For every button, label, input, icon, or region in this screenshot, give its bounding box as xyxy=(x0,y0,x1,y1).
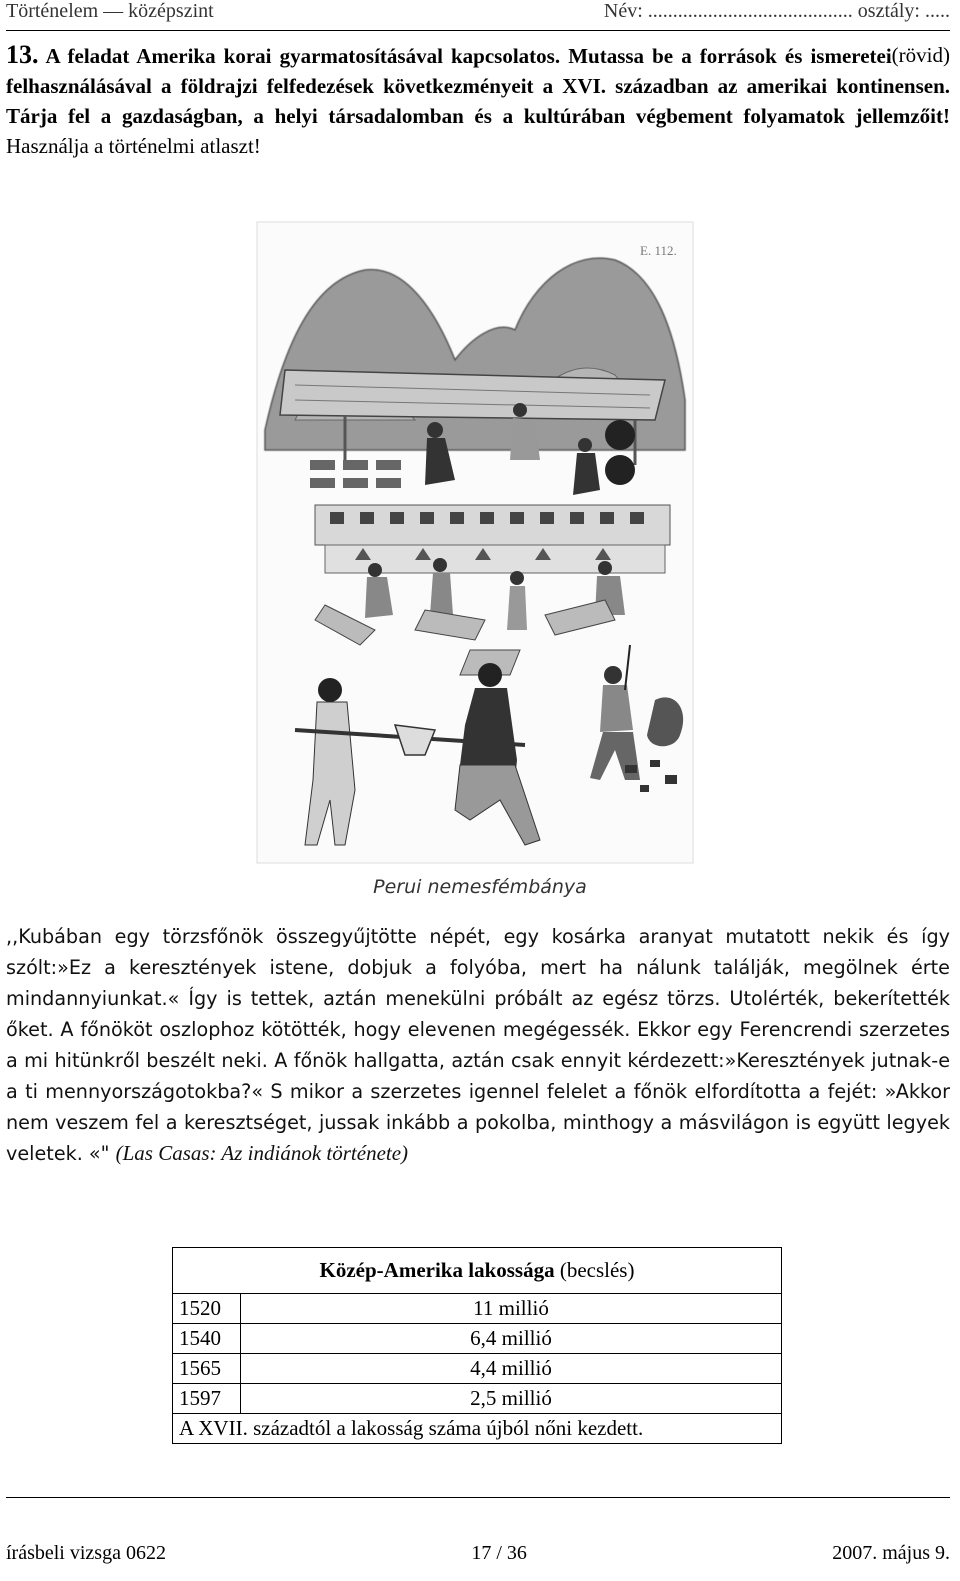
name-class-field: Név: ......................................... osztály: ..... xyxy=(603,0,950,22)
population-cell: 2,5 millió xyxy=(241,1384,782,1414)
table-title-bold: Közép-Amerika lakossága xyxy=(319,1258,555,1282)
footer-divider xyxy=(6,1497,950,1498)
figure-caption: Perui nemesfémbánya xyxy=(373,876,587,898)
quote-source: (Las Casas: Az indiánok története) xyxy=(115,1141,409,1165)
table-title xyxy=(173,1248,782,1294)
year-cell: 1597 xyxy=(173,1384,241,1414)
table-row xyxy=(173,1294,782,1324)
population-cell: 6,4 millió xyxy=(241,1324,782,1354)
population-cell: 11 millió xyxy=(241,1294,782,1324)
table-row xyxy=(173,1324,782,1354)
page-footer xyxy=(6,1542,950,1565)
mine-illustration xyxy=(255,220,695,865)
atlas-note: Használja a történelmi atlaszt! xyxy=(6,134,261,158)
task-type: (rövid) xyxy=(891,43,950,67)
subject-label: Történelem — középszint xyxy=(6,0,214,22)
population-table xyxy=(172,1247,782,1444)
table-row xyxy=(173,1384,782,1414)
table-footnote: A XVII. századtól a lakosság száma újból nőni kezdett. xyxy=(173,1414,782,1444)
year-cell: 1565 xyxy=(173,1354,241,1384)
page-header xyxy=(6,0,950,31)
task-instruction: Mutassa be a források és ismeretei felhasználásával a földrajzi felfedezések következményeit a XVI. században az amerikai kontinensen. Tárja fel a gazdaságban, a helyi társadalomban és a kultúrában végbement folyamatok jellemzőit! xyxy=(6,44,950,128)
figure-corner-label: E. 112. xyxy=(640,243,677,258)
exam-code: írásbeli vizsga 0622 xyxy=(6,1542,166,1564)
task-block xyxy=(6,40,950,161)
mine-illustration-drawing xyxy=(255,220,695,865)
year-cell: 1520 xyxy=(173,1294,241,1324)
year-cell: 1540 xyxy=(173,1324,241,1354)
task-number: 13. xyxy=(6,40,39,69)
population-cell: 4,4 millió xyxy=(241,1354,782,1384)
page-number: 17 / 36 xyxy=(471,1542,527,1564)
exam-date: 2007. május 9. xyxy=(832,1542,950,1564)
quote-text: ,,Kubában egy törzsfőnök összegyűjtötte népét, egy kosárka aranyat mutatott nekik és így szólt:»Ez a keresztények istene, dobjuk a folyóba, mert ha nálunk találják, megölnek érte mindannyiunkat.« Így is tettek, aztán menekülni próbált az egész törzs. Utolérték, bekerítették őket. A főnököt oszlophoz kötötték, hogy elevenen megégessék. Ekkor egy Ferencrendi szerzetes a mi hitünkről beszélt neki. A főnök hallgatta, aztán csak ennyit kérdezett:»Keresztények jutnak-e a ti mennyországotokba?« S mikor a szerzetes igennel felelet a főnök elfordította a fejét: »Akkor nem veszem fel a keresztséget, jussak inkább a pokolba, minthogy a másvilágon is együtt legyek veletek. «" xyxy=(6,925,950,1165)
task-title: A feladat Amerika korai gyarmatosításával kapcsolatos. xyxy=(45,44,561,68)
table-row xyxy=(173,1354,782,1384)
table-title-note: (becslés) xyxy=(559,1258,635,1282)
source-quote xyxy=(6,921,950,1169)
